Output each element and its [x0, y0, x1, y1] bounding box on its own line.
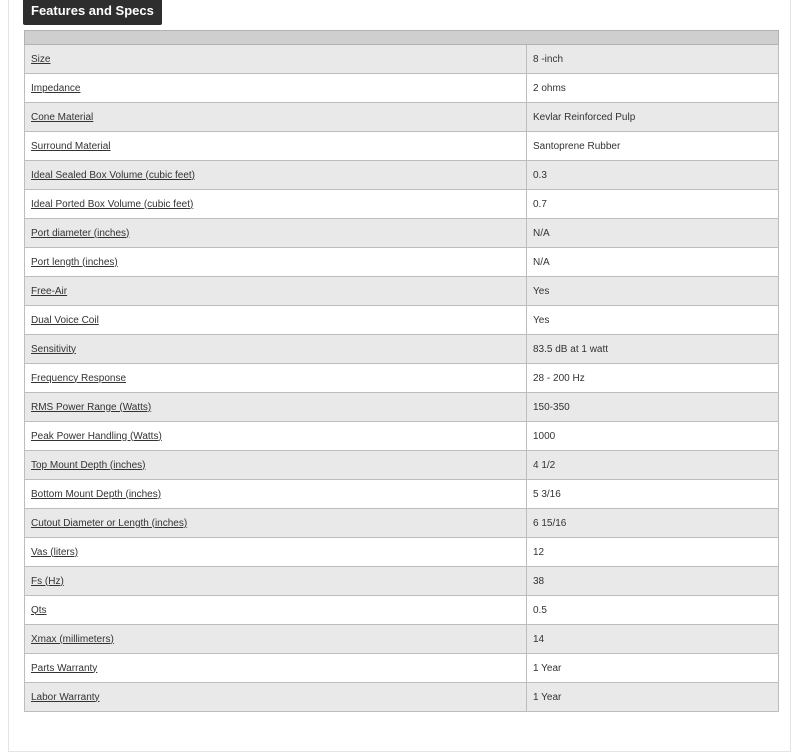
spec-label-cell — [25, 509, 527, 538]
spec-label-cell — [25, 248, 527, 277]
spec-label-link[interactable]: Ideal Ported Box Volume (cubic feet) — [31, 198, 194, 210]
spec-row — [25, 422, 779, 451]
spec-value-cell: N/A — [527, 219, 779, 248]
spec-label-cell — [25, 74, 527, 103]
spec-label-cell — [25, 190, 527, 219]
spec-label-cell — [25, 306, 527, 335]
spec-label-link[interactable]: Vas (liters) — [31, 546, 79, 558]
spec-label-link[interactable]: Qts — [31, 604, 47, 616]
spec-label-cell — [25, 335, 527, 364]
spec-row — [25, 683, 779, 712]
spec-label-link[interactable]: Cone Material — [31, 111, 94, 123]
table-header-row — [25, 31, 779, 45]
spec-label-cell — [25, 538, 527, 567]
spec-label-cell — [25, 567, 527, 596]
spec-label-cell — [25, 45, 527, 74]
table-header-bar — [25, 31, 779, 45]
spec-label-link[interactable]: Xmax (millimeters) — [31, 633, 114, 645]
spec-label-link[interactable]: Sensitivity — [31, 343, 77, 355]
spec-row — [25, 393, 779, 422]
spec-row — [25, 103, 779, 132]
spec-row — [25, 190, 779, 219]
spec-row — [25, 45, 779, 74]
spec-value-cell: 5 3/16 — [527, 480, 779, 509]
spec-label-link[interactable]: Cutout Diameter or Length (inches) — [31, 517, 188, 529]
spec-label-cell — [25, 393, 527, 422]
spec-value-cell: 2 ohms — [527, 74, 779, 103]
spec-label-cell — [25, 103, 527, 132]
spec-label-cell — [25, 451, 527, 480]
spec-row — [25, 509, 779, 538]
spec-value-cell: 1 Year — [527, 683, 779, 712]
spec-label-link[interactable]: Parts Warranty — [31, 662, 98, 674]
spec-row — [25, 451, 779, 480]
spec-label-link[interactable]: Surround Material — [31, 140, 111, 152]
spec-label-cell — [25, 625, 527, 654]
spec-label-link[interactable]: Impedance — [31, 82, 81, 94]
spec-label-link[interactable]: Port diameter (inches) — [31, 227, 130, 239]
spec-row — [25, 625, 779, 654]
spec-value-cell: 1000 — [527, 422, 779, 451]
spec-label-cell — [25, 596, 527, 625]
spec-row — [25, 364, 779, 393]
spec-row — [25, 538, 779, 567]
spec-value-cell: 0.3 — [527, 161, 779, 190]
spec-label-link[interactable]: Frequency Response — [31, 372, 127, 384]
spec-row — [25, 132, 779, 161]
spec-label-cell — [25, 277, 527, 306]
spec-value-cell: 83.5 dB at 1 watt — [527, 335, 779, 364]
specs-table — [24, 30, 779, 712]
section-title-tab: Features and Specs — [23, 0, 162, 25]
spec-row — [25, 480, 779, 509]
spec-value-cell: Yes — [527, 277, 779, 306]
spec-row — [25, 596, 779, 625]
spec-label-link[interactable]: Dual Voice Coil — [31, 314, 99, 326]
spec-label-cell — [25, 683, 527, 712]
spec-label-link[interactable]: Labor Warranty — [31, 691, 100, 703]
spec-value-cell: Kevlar Reinforced Pulp — [527, 103, 779, 132]
spec-row — [25, 306, 779, 335]
spec-value-cell: 38 — [527, 567, 779, 596]
spec-label-link[interactable]: Ideal Sealed Box Volume (cubic feet) — [31, 169, 195, 181]
spec-label-link[interactable]: Top Mount Depth (inches) — [31, 459, 146, 471]
spec-label-cell — [25, 161, 527, 190]
spec-label-cell — [25, 219, 527, 248]
spec-row — [25, 277, 779, 306]
spec-row — [25, 567, 779, 596]
spec-row — [25, 248, 779, 277]
spec-value-cell: Santoprene Rubber — [527, 132, 779, 161]
spec-label-cell — [25, 364, 527, 393]
spec-value-cell: 14 — [527, 625, 779, 654]
spec-label-link[interactable]: Bottom Mount Depth (inches) — [31, 488, 162, 500]
spec-label-link[interactable]: Free-Air — [31, 285, 68, 297]
spec-value-cell: 28 - 200 Hz — [527, 364, 779, 393]
spec-value-cell: 1 Year — [527, 654, 779, 683]
spec-label-link[interactable]: Fs (Hz) — [31, 575, 64, 587]
spec-row — [25, 161, 779, 190]
spec-label-cell — [25, 422, 527, 451]
spec-value-cell: N/A — [527, 248, 779, 277]
spec-value-cell: Yes — [527, 306, 779, 335]
spec-label-link[interactable]: Peak Power Handling (Watts) — [31, 430, 162, 442]
spec-value-cell: 0.5 — [527, 596, 779, 625]
spec-value-cell: 0.7 — [527, 190, 779, 219]
spec-label-cell — [25, 654, 527, 683]
spec-label-link[interactable]: Port length (inches) — [31, 256, 118, 268]
spec-value-cell: 12 — [527, 538, 779, 567]
spec-label-link[interactable]: Size — [31, 53, 51, 65]
spec-value-cell: 150-350 — [527, 393, 779, 422]
spec-row — [25, 74, 779, 103]
spec-row — [25, 335, 779, 364]
spec-value-cell: 4 1/2 — [527, 451, 779, 480]
spec-label-cell — [25, 132, 527, 161]
spec-value-cell: 6 15/16 — [527, 509, 779, 538]
spec-label-link[interactable]: RMS Power Range (Watts) — [31, 401, 152, 413]
spec-value-cell: 8 -inch — [527, 45, 779, 74]
spec-row — [25, 654, 779, 683]
spec-label-cell — [25, 480, 527, 509]
spec-row — [25, 219, 779, 248]
